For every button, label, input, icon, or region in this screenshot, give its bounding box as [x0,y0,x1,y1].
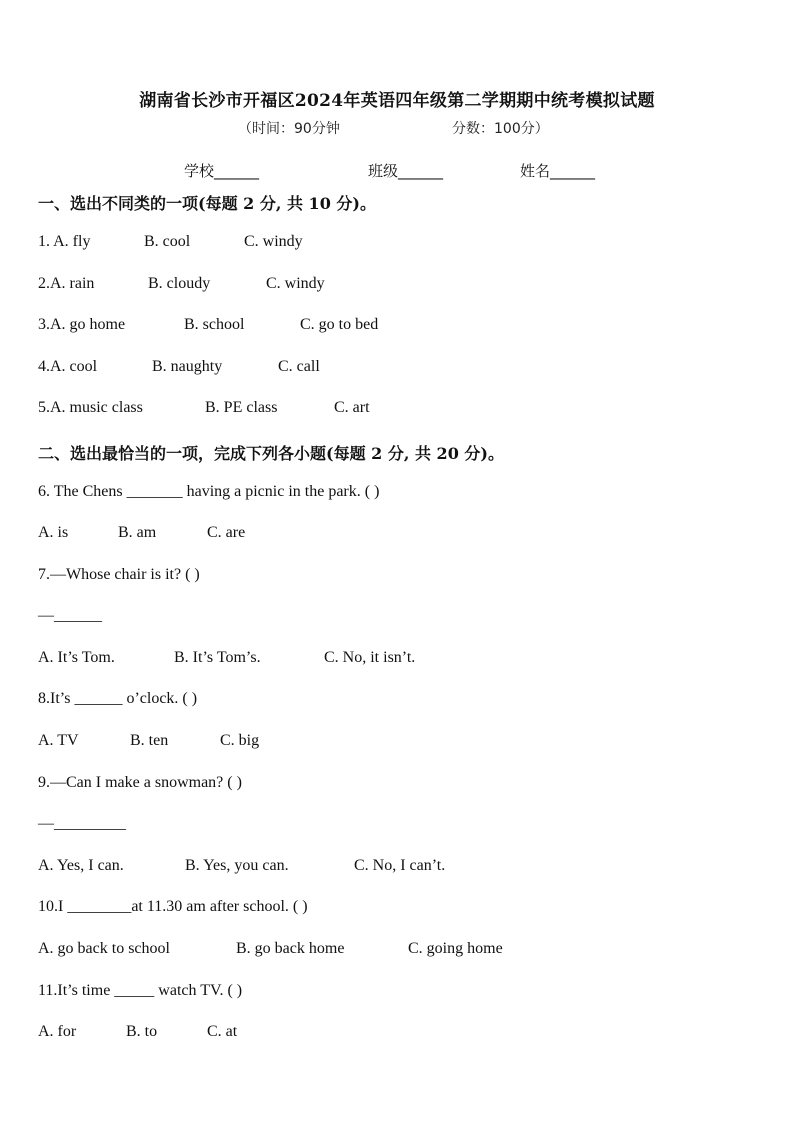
school-field: 学校______ [184,162,260,180]
q9-stem: 9.—Can I make a snowman? ( ) [38,774,242,791]
q1-option-c: C. windy [244,233,303,250]
class-field: 班级______ [368,162,444,180]
q7-stem: 7.—Whose chair is it? ( ) [38,566,200,583]
q1-option-b: B. cool [144,233,191,250]
q5-option-a: 5.A. music class [38,399,143,416]
q8-option-c: C. big [220,732,260,749]
exam-time: （时间：90分钟 [238,121,340,137]
q8-option-a: A. TV [38,732,79,749]
q11-option-c: C. at [207,1023,238,1040]
q4-option-c: C. call [278,358,320,375]
q8-option-b: B. ten [130,732,169,749]
q9-option-b: B. Yes, you can. [185,857,289,874]
page-title: 湖南省长沙市开福区2024年英语四年级第二学期期中统考模拟试题 [139,91,655,111]
q9-option-c: C. No, I can’t. [354,857,446,874]
q9-answer-blank: —_________ [38,815,126,832]
q10-option-b: B. go back home [236,940,345,957]
q6-option-b: B. am [118,524,157,541]
q2-option-b: B. cloudy [148,275,211,292]
q4-option-a: 4.A. cool [38,358,98,375]
q4-option-b: B. naughty [152,358,223,375]
q11-option-b: B. to [126,1023,158,1040]
q9-option-a: A. Yes, I can. [38,857,124,874]
q11-stem: 11.It’s time _____ watch TV. ( ) [38,982,243,999]
q3-option-a: 3.A. go home [38,316,126,333]
section2-heading: 二、选出最恰当的一项，完成下列各小题(每题 2 分, 共 20 分)。 [38,444,504,463]
q10-option-a: A. go back to school [38,940,170,957]
q7-answer-blank: —______ [38,607,102,624]
q7-option-a: A. It’s Tom. [38,649,115,666]
q8-stem: 8.It’s ______ o’clock. ( ) [38,690,198,707]
name-field: 姓名______ [520,162,596,180]
q3-option-c: C. go to bed [300,316,379,333]
section1-heading: 一、选出不同类的一项(每题 2 分, 共 10 分)。 [38,194,376,213]
q10-option-c: C. going home [408,940,503,957]
q10-stem: 10.I ________at 11.30 am after school. ( ) [38,898,308,915]
exam-score: 分数：100分） [452,121,549,137]
q6-option-c: C. are [207,524,246,541]
q6-stem: 6. The Chens _______ having a picnic in the park. ( ) [38,483,380,500]
q2-option-c: C. windy [266,275,325,292]
q7-option-c: C. No, it isn’t. [324,649,416,666]
q2-option-a: 2.A. rain [38,275,95,292]
q5-option-b: B. PE class [205,399,278,416]
q5-option-c: C. art [334,399,370,416]
q6-option-a: A. is [38,524,69,541]
q1-option-a: 1. A. fly [38,233,91,250]
q7-option-b: B. It’s Tom’s. [174,649,261,666]
q3-option-b: B. school [184,316,245,333]
q11-option-a: A. for [38,1023,77,1040]
